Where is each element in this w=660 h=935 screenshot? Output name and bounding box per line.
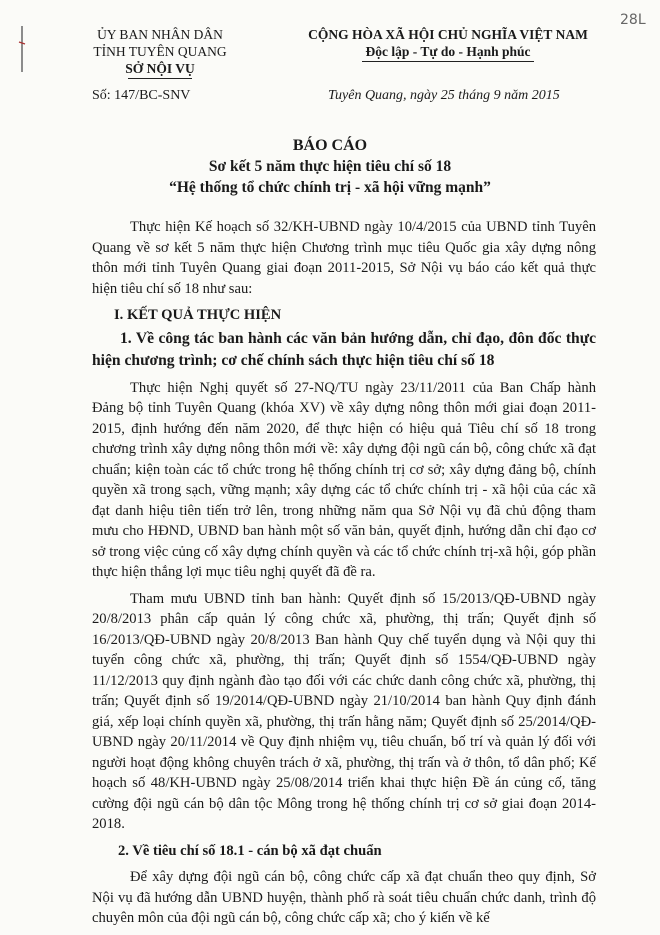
margin-pen-mark — [16, 26, 28, 76]
body-paragraph: Tham mưu UBND tỉnh ban hành: Quyết định số 15/2013/QĐ-UBND ngày 20/8/2013 phân cấp quản lý công chức xã, phường, thị trấn; Quyết định số 16/2013/QĐ-UBND ngày 20/8/2013 Ban hành Quy chế tuyển dụng và Nội quy thi tuyển công chức xã, phường, thị trấn; Quyết định số 1554/QĐ-UBND ngày 11/12/2013 quy định ngành đào tạo đối với các chức danh công chức xã, phường, thị trấn; Quyết định số 19/2014/QĐ-UBND ngày 21/10/2014 ban hành Quy định đánh giá, xếp loại chính quyền xã, phường, thị trấn hằng năm; Quyết định số 25/2014/QĐ-UBND ngày 20/11/2014 về Quy định nhiệm vụ, tiêu chuẩn, bố trí và quản lý đối với người hoạt động không chuyên trách ở xã, phường, thị trấn và ở thôn, tổ dân phố; Kế hoạch số 48/KH-UBND ngày 25/08/2014 triển khai thực hiện Đề án củng cố, tăng cường đội ngũ cán bộ dân tộc Mông trong hệ thống chính trị cơ sở giai đoạn 2014-2018. — [92, 590, 596, 832]
agency-line-2: TỈNH TUYÊN QUANG — [93, 44, 227, 59]
motto-underline — [362, 61, 534, 62]
agency-header — [60, 26, 260, 79]
national-header — [278, 26, 618, 62]
handwritten-note: 28L — [620, 12, 646, 28]
agency-underline — [128, 78, 192, 79]
subsection-heading: 2. Về tiêu chí số 18.1 - cán bộ xã đạt chuẩn — [118, 842, 382, 859]
subsection-heading: 1. Về công tác ban hành các văn bản hướng dẫn, chỉ đạo, đôn đốc thực hiện chương trình; cơ chế chính sách thực hiện tiêu chí số 18 — [92, 329, 596, 369]
agency-line-3: SỞ NỘI VỤ — [125, 61, 195, 76]
intro-paragraph: Thực hiện Kế hoạch số 32/KH-UBND ngày 10/4/2015 của UBND tỉnh Tuyên Quang về sơ kết 5 năm thực hiện Chương trình mục tiêu Quốc gia xây dựng nông thôn mới tỉnh Tuyên Quang giai đoạn 2011-2015, Sở Nội vụ báo cáo kết quả thực hiện tiêu chí số 18 như sau: — [92, 219, 596, 297]
report-title: BÁO CÁO — [292, 137, 368, 154]
national-title: CỘNG HÒA XÃ HỘI CHỦ NGHĨA VIỆT NAM — [308, 27, 588, 42]
section-heading: I. KẾT QUẢ THỰC HIỆN — [114, 307, 282, 323]
report-subtitle-quote: “Hệ thống tổ chức chính trị - xã hội vững mạnh” — [169, 179, 491, 196]
national-motto: Độc lập - Tự do - Hạnh phúc — [365, 44, 531, 59]
body-paragraph: Để xây dựng đội ngũ cán bộ, công chức cấp xã đạt chuẩn theo quy định, Sở Nội vụ đã hướng dẫn UBND huyện, thành phố rà soát tiêu chuẩn chức danh, trình độ chuyên môn của đội ngũ cán bộ, công chức cấp xã; cho ý kiến về kế — [92, 869, 596, 926]
place-date: Tuyên Quang, ngày 25 tháng 9 năm 2015 — [328, 88, 560, 103]
report-subtitle: Sơ kết 5 năm thực hiện tiêu chí số 18 — [208, 158, 452, 175]
document-number: Số: 147/BC-SNV — [92, 88, 191, 103]
agency-line-1: ỦY BAN NHÂN DÂN — [97, 27, 223, 42]
report-body — [92, 217, 596, 929]
body-paragraph: Thực hiện Nghị quyết số 27-NQ/TU ngày 23/11/2011 của Ban Chấp hành Đảng bộ tỉnh Tuyên Quang (khóa XV) về xây dựng nông thôn mới giai đoạn 2011-2015, định hướng đến năm 2020, để thực hiện có hiệu quả Tiêu chí số 18 trong chương trình xây dựng nông thôn mới về: xây dựng đội ngũ cán bộ, công chức xã đạt chuẩn; kiện toàn các tổ chức trong hệ thống chính trị cơ sở; xây dựng đảng bộ, chính quyền xã trong sạch, vững mạnh; xây dựng các tổ chức chính trị - xã hội của các xã đạt danh hiệu tiên tiến trở lên, trong những năm qua Sở Nội vụ đã chủ động tham mưu cho HĐND, UBND ban hành một số văn bản, quyết định, hướng dẫn chỉ đạo cơ sở trong việc củng cố xây dựng chính quyền và các tổ chức chính trị-xã hội, góp phần thực hiện thắng lợi mục tiêu nghị quyết đã đề ra. — [92, 379, 596, 580]
